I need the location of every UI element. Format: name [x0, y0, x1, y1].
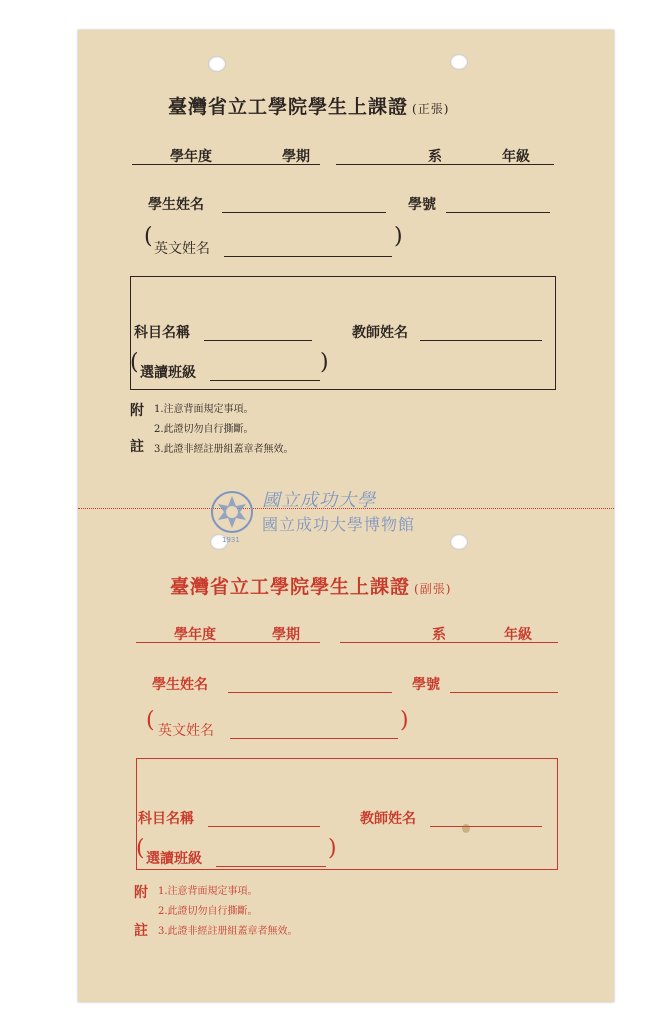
note-item: 1.注意背面規定事項。 — [154, 404, 254, 415]
term-line — [132, 164, 320, 165]
paren-open: ( — [144, 224, 153, 249]
paren-close: ) — [320, 350, 329, 375]
student-name-label: 學生姓名 — [148, 197, 204, 213]
note-side-label: 註 — [130, 439, 144, 455]
note-item: 3.此證非經註册組蓋章者無效。 — [154, 444, 294, 455]
english-name-label: 英文姓名 — [158, 723, 214, 739]
note-side-label: 註 — [134, 923, 148, 939]
document-paper — [78, 30, 614, 1002]
teacher-name-line — [430, 826, 542, 827]
teacher-name-label: 教師姓名 — [360, 811, 416, 827]
department-line — [340, 642, 558, 643]
department-label: 系 — [428, 149, 442, 165]
paren-open: ( — [146, 708, 155, 733]
student-no-label: 學號 — [412, 677, 440, 693]
grade-label: 年級 — [504, 627, 532, 643]
note-item: 3.此證非經註册組蓋章者無效。 — [158, 926, 298, 937]
paper-stain — [462, 824, 470, 833]
english-name-line — [230, 738, 398, 739]
paren-close: ) — [328, 836, 337, 861]
student-name-line — [222, 212, 386, 213]
punch-hole — [208, 56, 226, 72]
form-tag: (正張) — [412, 102, 450, 116]
student-name-line — [228, 692, 392, 693]
student-no-label: 學號 — [408, 197, 436, 213]
paren-close: ) — [394, 224, 403, 249]
term-line — [136, 642, 320, 643]
student-name-label: 學生姓名 — [152, 677, 208, 693]
student-no-line — [450, 692, 558, 693]
note-item: 1.注意背面規定事項。 — [158, 886, 258, 897]
paren-open: ( — [130, 350, 139, 375]
elective-class-line — [210, 380, 320, 381]
course-name-line — [208, 826, 320, 827]
watermark-name: 國立成功大學博物館 — [262, 515, 416, 534]
course-name-label: 科目名稱 — [138, 811, 194, 827]
form-tag: (副張) — [414, 582, 452, 596]
form-title: 臺灣省立工學院學生上課證 (副張) — [170, 576, 452, 598]
paren-open: ( — [136, 836, 145, 861]
student-no-line — [446, 212, 550, 213]
notes-list — [158, 882, 298, 942]
paren-close: ) — [400, 708, 409, 733]
grade-label: 年級 — [502, 149, 530, 165]
note-side-label: 附 — [130, 403, 144, 419]
academic-year-label: 學年度 — [170, 149, 212, 165]
ncku-seal-icon — [210, 490, 254, 534]
department-line — [336, 164, 554, 165]
teacher-name-label: 教師姓名 — [352, 325, 408, 341]
elective-class-line — [216, 866, 326, 867]
academic-year-label: 學年度 — [174, 627, 216, 643]
course-name-label: 科目名稱 — [134, 325, 190, 341]
elective-class-label: 選讀班級 — [146, 851, 202, 867]
english-name-line — [224, 256, 392, 257]
note-item: 2.此證切勿自行撕斷。 — [154, 424, 254, 435]
semester-label: 學期 — [282, 149, 310, 165]
watermark-year: 1931 — [222, 536, 240, 544]
form-title: 臺灣省立工學院學生上課證 (正張) — [168, 96, 450, 118]
museum-watermark — [210, 486, 480, 556]
semester-label: 學期 — [272, 627, 300, 643]
department-label: 系 — [432, 627, 446, 643]
course-name-line — [204, 340, 312, 341]
notes-list — [154, 400, 294, 460]
teacher-name-line — [420, 340, 542, 341]
english-name-label: 英文姓名 — [154, 241, 210, 257]
note-item: 2.此證切勿自行撕斷。 — [158, 906, 258, 917]
note-side-label: 附 — [134, 885, 148, 901]
punch-hole — [450, 54, 468, 70]
watermark-script-name: 國立成功大學 — [262, 490, 376, 511]
elective-class-label: 選讀班級 — [140, 365, 196, 381]
